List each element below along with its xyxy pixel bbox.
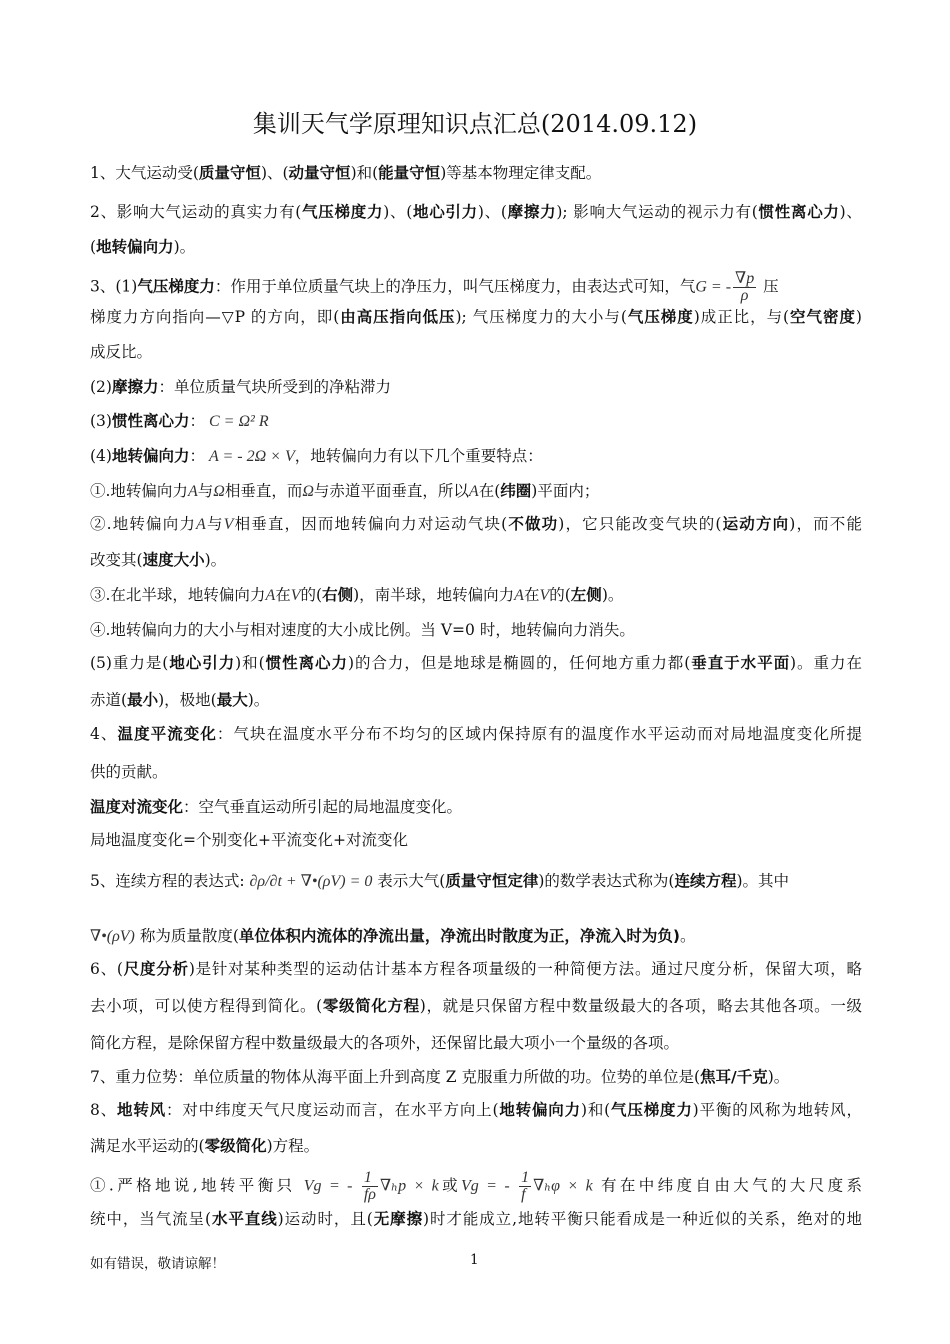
text-run: ： [189, 412, 205, 430]
fraction-numerator: 1 [362, 1170, 378, 1187]
math-expression: A [187, 483, 198, 500]
math-fraction [519, 1170, 531, 1203]
text-run: )、( [260, 164, 289, 182]
text-run: (4) [90, 447, 112, 465]
text-run: 相垂直，而 [224, 482, 303, 500]
bold-term: 右侧 [322, 586, 354, 604]
text-run: ③.在北半球，地转偏向力 [90, 586, 266, 604]
text-run: ②.地转偏向力 [90, 515, 197, 533]
text-run: )。 [173, 238, 196, 256]
bold-term: 零级简化方程 [322, 997, 420, 1015]
text-run: 与 [197, 482, 214, 500]
bold-term: 无摩擦 [372, 1210, 424, 1228]
bold-term: 纬圈 [500, 482, 532, 500]
fraction-denominator: fρ [363, 1186, 376, 1203]
math-fraction [733, 271, 756, 304]
math-expression: V [539, 587, 550, 604]
text-run: 去小项，可以使方程得到简化。( [90, 997, 323, 1015]
text-run: 的( [300, 586, 323, 604]
text-run: 局地温度变化=个别变化+平流变化+对流变化 [90, 831, 408, 849]
bold-term: 能量守恒 [378, 164, 441, 182]
text-run: 表示大气( [372, 872, 446, 890]
text-run: 的( [549, 586, 571, 604]
math-expression: ∇ₕφ × k [533, 1177, 593, 1195]
text-line [90, 995, 862, 1017]
text-run: )。重力在 [790, 654, 862, 672]
text-run: 有在中纬度自由大气的大尺度系 [592, 1176, 863, 1195]
text-run: 在 [523, 586, 540, 604]
bold-term: 温度对流变化 [90, 798, 184, 816]
text-run: )方程。 [266, 1137, 320, 1155]
text-run: 与赤道平面垂直，所以 [313, 482, 469, 500]
text-run: 2、影响大气运动的真实力有( [90, 203, 302, 221]
bold-term: 垂直于水平面 [690, 654, 791, 672]
text-line [90, 376, 862, 398]
text-run: )。其中 [736, 872, 790, 890]
text-run: 或 [438, 1176, 462, 1195]
text-line [90, 271, 862, 304]
text-line [90, 584, 862, 607]
math-expression: Ω [302, 483, 314, 500]
text-line [90, 652, 862, 674]
bold-term: 焦耳/千克 [700, 1068, 768, 1086]
text-line [90, 619, 862, 641]
math-expression: G = - [695, 278, 732, 296]
bold-term: 地转偏向力 [498, 1101, 581, 1119]
text-run: ①.严格地说,地转平衡只 [90, 1176, 304, 1195]
text-run: )运动时，且( [277, 1210, 373, 1228]
text-line [90, 445, 862, 468]
math-expression: ∇•(ρV) [90, 928, 135, 945]
text-run: (3) [90, 412, 112, 430]
text-run: )，就是只保留方程中数量级最大的各项，略去其他各项。一级 [419, 997, 862, 1015]
math-fraction [362, 1170, 378, 1203]
text-line [90, 1170, 862, 1203]
text-run: ④.地转偏向力的大小与相对速度的大小成比例。当 V=0 时，地转偏向力消失。 [90, 621, 635, 639]
text-line [90, 480, 862, 503]
bold-term: 温度平流变化 [117, 725, 217, 743]
text-run: 6、( [90, 960, 123, 978]
bold-term: 地转风 [117, 1101, 166, 1119]
text-line [90, 723, 862, 745]
text-run: 简化方程，是除保留方程中数量级最大的各项外，还保留比最大项小一个量级的各项。 [90, 1034, 680, 1052]
text-run: 8、 [90, 1101, 118, 1119]
math-expression: V [290, 587, 301, 604]
math-expression: A [196, 516, 206, 533]
bold-term: 地心引力 [168, 654, 236, 672]
fraction-numerator: 1 [521, 1169, 530, 1186]
math-expression: Vg = - [303, 1177, 360, 1195]
text-line [90, 689, 862, 711]
bold-term: 摩擦力 [506, 203, 557, 221]
bold-term: 零级简化 [204, 1137, 267, 1155]
text-run: 3、(1) [90, 277, 138, 296]
text-run: 赤道( [90, 691, 128, 709]
text-run: 在( [478, 482, 501, 500]
text-run: )，而不能 [789, 515, 862, 533]
text-run: )，南半球，地转偏向力 [353, 586, 515, 604]
text-line [90, 796, 862, 818]
math-expression: A [468, 483, 479, 500]
text-run: )平衡的风称为地转风， [692, 1101, 862, 1119]
bold-term: 连续方程 [674, 872, 737, 890]
text-line [90, 410, 862, 433]
text-line [90, 549, 862, 571]
text-run: )的合力，但是地球是椭圆的，任何地方重力都( [347, 654, 691, 672]
text-run: 统中，当气流呈( [90, 1210, 212, 1228]
text-line [90, 513, 862, 536]
bold-term: 惯性离心力 [264, 654, 348, 672]
text-line [90, 1066, 862, 1088]
bold-term: 摩擦力 [111, 378, 159, 396]
text-run: )平面内； [531, 482, 600, 500]
bold-term: 最大 [216, 691, 248, 709]
bold-term: 单位体积内流体的净流出量，净流出时散度为正，净流入时为负) [238, 927, 680, 945]
text-run: 与 [205, 515, 224, 533]
text-line [90, 829, 862, 851]
bold-term: 质量守恒定律 [445, 872, 539, 890]
math-expression: A [265, 587, 276, 604]
bold-term: 由高压指向低压 [339, 308, 456, 326]
text-run: )。 [247, 691, 270, 709]
math-expression: Vg = - [461, 1177, 518, 1195]
text-run: ：对中纬度天气尺度运动而言，在水平方向上( [166, 1101, 499, 1119]
bold-term: 惯性离心力 [111, 412, 190, 430]
text-run: ，地转偏向力有以下几个重要特点： [294, 447, 543, 465]
text-run: )是针对某种类型的运动估计基本方程各项量级的一种简便方法。通过尺度分析，保留大项，略 [188, 960, 862, 978]
bold-term: 空气密度 [789, 308, 856, 326]
text-run: )。 [767, 1068, 790, 1086]
text-run: )，它只能改变气块的( [558, 515, 722, 533]
text-run: 称为质量散度( [134, 927, 239, 945]
text-run: 成反比。 [90, 343, 153, 361]
math-expression: V [223, 516, 234, 533]
bold-term: 地心引力 [412, 203, 478, 221]
bold-term: 左侧 [570, 586, 602, 604]
text-run: )等基本物理定律支配。 [440, 164, 602, 182]
text-run: 满足水平运动的( [90, 1137, 205, 1155]
bold-term: 水平直线 [211, 1210, 278, 1228]
bold-term: 不做功 [507, 515, 559, 533]
text-run: ①.地转偏向力 [90, 482, 188, 500]
text-run: 5、连续方程的表达式: [90, 872, 250, 890]
text-line [90, 925, 862, 948]
bold-term: 地转偏向力 [111, 447, 190, 465]
text-line [90, 236, 862, 258]
text-line [90, 870, 862, 893]
text-run: )、 [839, 203, 862, 221]
bold-term: 惯性离心力 [757, 203, 840, 221]
bold-term: 质量守恒 [198, 164, 261, 182]
footer-note: 如有错误，敬请谅解！ [90, 1256, 225, 1272]
text-run: (2) [90, 378, 112, 396]
text-run: )，极地( [158, 691, 217, 709]
text-run: )和( [350, 164, 379, 182]
math-expression: A [514, 587, 524, 604]
text-line [90, 162, 862, 184]
text-run: 压 [758, 277, 779, 296]
text-run: )、( [477, 203, 507, 221]
fraction-denominator: f [521, 1186, 526, 1203]
text-line [90, 1032, 862, 1054]
text-run: )。 [601, 586, 624, 604]
math-expression: A = - 2Ω × V [205, 448, 295, 465]
fraction-denominator: ρ [740, 287, 749, 304]
text-run: ( [90, 238, 97, 256]
text-run: )和( [580, 1101, 611, 1119]
bold-term: 气压梯度力 [137, 277, 215, 296]
text-run: ：空气垂直运动所引起的局地温度变化。 [183, 798, 463, 816]
text-line [90, 201, 862, 223]
text-run: ); 影响大气运动的视示力有( [556, 203, 758, 221]
bold-term: 气压梯度 [626, 308, 694, 326]
bold-term: 运动方向 [721, 515, 790, 533]
text-run: ：气块在温度水平分布不均匀的区域内保持原有的温度作水平运动而对局地温度变化所提 [216, 725, 862, 743]
text-run: )和( [235, 654, 265, 672]
text-run: )、( [383, 203, 413, 221]
text-line [90, 761, 862, 783]
text-run: 梯度力方向指向—▽P 的方向，即( [90, 308, 340, 326]
math-expression: C = Ω² R [205, 413, 269, 430]
text-run: 在 [275, 586, 291, 604]
fraction-numerator: ∇p [735, 270, 755, 287]
text-run: 1、大气运动受( [90, 164, 199, 182]
bold-term: 动量守恒 [288, 164, 351, 182]
text-line [90, 958, 862, 980]
text-run: 。 [679, 927, 696, 945]
math-expression: Ω [213, 483, 225, 500]
text-run: 供的贡献。 [90, 763, 168, 781]
bold-term: 气压梯度力 [610, 1101, 693, 1119]
text-line [90, 341, 862, 363]
bold-term: 地转偏向力 [96, 238, 174, 256]
text-run: )的数学表达式称为( [538, 872, 675, 890]
text-run: 4、 [90, 725, 118, 743]
text-run: 相垂直，因而地转偏向力对运动气块( [233, 515, 508, 533]
text-run: )时才能成立,地转平衡只能看成是一种近似的关系，绝对的地 [423, 1210, 862, 1228]
text-run: )成正比，与( [693, 308, 790, 326]
text-line [90, 306, 862, 328]
text-run: (5)重力是( [90, 654, 169, 672]
page-title: 集训天气学原理知识点汇总(2014.09.12) [252, 110, 698, 138]
bold-term: 气压梯度力 [301, 203, 384, 221]
text-run: ：作用于单位质量气块上的净压力，叫气压梯度力，由表达式可知，气 [214, 277, 696, 296]
page-number: 1 [470, 1252, 479, 1268]
text-run: ： [189, 447, 205, 465]
bold-term: 最小 [127, 691, 159, 709]
text-run: 7、重力位势：单位质量的物体从海平面上升到高度 Z 克服重力所做的功。位势的单位是( [90, 1068, 701, 1086]
text-run: )。 [204, 551, 227, 569]
text-line [90, 1208, 862, 1230]
bold-term: 速度大小 [142, 551, 205, 569]
text-run: 改变其( [90, 551, 143, 569]
text-run: ：单位质量气块所受到的净粘滞力 [158, 378, 391, 396]
text-line [90, 1099, 862, 1121]
text-run: ) [855, 308, 862, 326]
text-line [90, 1135, 862, 1157]
math-expression: ∂ρ/∂t + ∇•(ρV) = 0 [249, 873, 373, 890]
math-expression: ∇ₕp × k [379, 1177, 439, 1195]
text-run: ); 气压梯度力的大小与( [455, 308, 627, 326]
bold-term: 尺度分析 [122, 960, 189, 978]
